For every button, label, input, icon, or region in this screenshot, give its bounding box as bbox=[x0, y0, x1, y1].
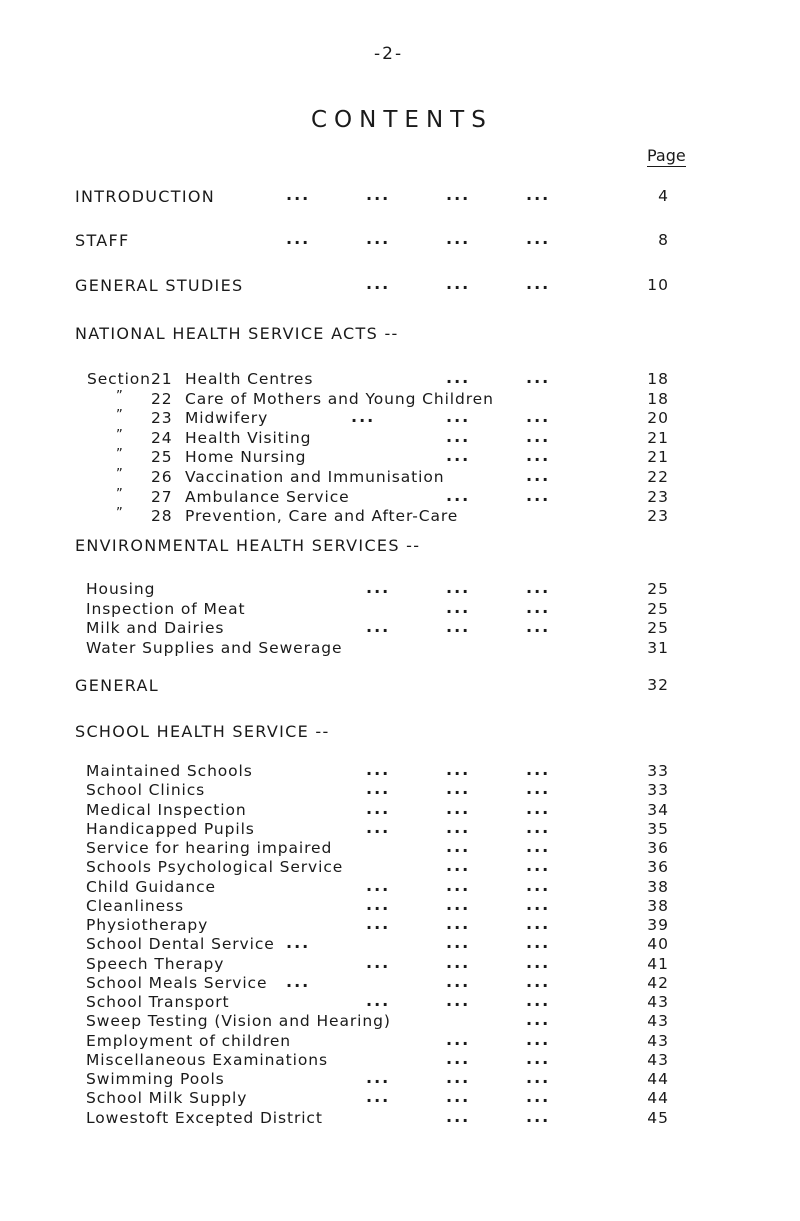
dot-leader: ... bbox=[366, 876, 391, 895]
dot-leader: ... bbox=[446, 229, 471, 248]
ditto-mark: ” bbox=[116, 467, 123, 482]
dot-leader: ... bbox=[526, 837, 551, 856]
toc-entry-label: Health Visiting bbox=[185, 429, 312, 447]
dot-leader: ... bbox=[446, 991, 471, 1010]
page-ref: 45 bbox=[647, 1109, 669, 1127]
section-heading-environmental: ENVIRONMENTAL HEALTH SERVICES -- bbox=[75, 536, 421, 555]
page-ref: 34 bbox=[647, 801, 669, 819]
page-ref: 39 bbox=[647, 916, 669, 934]
page-ref: 25 bbox=[647, 619, 669, 637]
dot-leader: ... bbox=[446, 760, 471, 779]
toc-entry-label: Child Guidance bbox=[86, 878, 216, 896]
dot-leader: ... bbox=[446, 617, 471, 636]
page-ref: 43 bbox=[647, 1012, 669, 1030]
page-ref: 36 bbox=[647, 858, 669, 876]
dot-leader: ... bbox=[351, 407, 376, 426]
toc-entry-label: Care of Mothers and Young Children bbox=[185, 390, 494, 408]
toc-entry-label: Speech Therapy bbox=[86, 955, 225, 973]
dot-leader: ... bbox=[446, 427, 471, 446]
toc-entry-label: Prevention, Care and After-Care bbox=[185, 507, 459, 525]
dot-leader: ... bbox=[446, 1087, 471, 1106]
dot-leader: ... bbox=[366, 914, 391, 933]
dot-leader: ... bbox=[446, 779, 471, 798]
page-ref: 43 bbox=[647, 1032, 669, 1050]
dot-leader: ... bbox=[526, 876, 551, 895]
dot-leader: ... bbox=[446, 407, 471, 426]
dot-leader: ... bbox=[366, 953, 391, 972]
page-ref: 10 bbox=[647, 276, 669, 294]
dot-leader: ... bbox=[526, 799, 551, 818]
page-ref: 38 bbox=[647, 897, 669, 915]
dot-leader: ... bbox=[446, 799, 471, 818]
toc-entry-label: GENERAL STUDIES bbox=[75, 276, 244, 295]
ditto-mark: ” bbox=[116, 447, 123, 462]
dot-leader: ... bbox=[526, 1030, 551, 1049]
page-ref: 20 bbox=[647, 409, 669, 427]
toc-entry-label: Maintained Schools bbox=[86, 762, 253, 780]
toc-entry-label: School Clinics bbox=[86, 781, 206, 799]
page-ref: 33 bbox=[647, 762, 669, 780]
dot-leader: ... bbox=[446, 368, 471, 387]
dot-leader: ... bbox=[526, 229, 551, 248]
dot-leader: ... bbox=[526, 578, 551, 597]
dot-leader: ... bbox=[446, 895, 471, 914]
dot-leader: ... bbox=[446, 953, 471, 972]
ditto-mark: ” bbox=[116, 506, 123, 521]
page-ref: 43 bbox=[647, 993, 669, 1011]
page-ref: 44 bbox=[647, 1089, 669, 1107]
page-ref: 23 bbox=[647, 488, 669, 506]
section-number: 23 bbox=[151, 409, 173, 427]
page-ref: 31 bbox=[647, 639, 669, 657]
page-ref: 21 bbox=[647, 448, 669, 466]
dot-leader: ... bbox=[526, 185, 551, 204]
toc-entry-label: Water Supplies and Sewerage bbox=[86, 639, 343, 657]
dot-leader: ... bbox=[446, 818, 471, 837]
dot-leader: ... bbox=[446, 1049, 471, 1068]
toc-entry-label: Health Centres bbox=[185, 370, 314, 388]
toc-entry-label: School Transport bbox=[86, 993, 230, 1011]
dot-leader: ... bbox=[526, 779, 551, 798]
dot-leader: ... bbox=[526, 274, 551, 293]
dot-leader: ... bbox=[286, 229, 311, 248]
toc-entry-label: Vaccination and Immunisation bbox=[185, 468, 445, 486]
page-ref: 23 bbox=[647, 507, 669, 525]
dot-leader: ... bbox=[526, 760, 551, 779]
dot-leader: ... bbox=[526, 818, 551, 837]
page-ref: 35 bbox=[647, 820, 669, 838]
toc-entry-label: Physiotherapy bbox=[86, 916, 209, 934]
dot-leader: ... bbox=[526, 427, 551, 446]
toc-entry-label: Milk and Dairies bbox=[86, 619, 225, 637]
dot-leader: ... bbox=[366, 991, 391, 1010]
dot-leader: ... bbox=[366, 185, 391, 204]
toc-entry-label: INTRODUCTION bbox=[75, 187, 216, 206]
page-ref: 25 bbox=[647, 580, 669, 598]
toc-entry-label: Inspection of Meat bbox=[86, 600, 246, 618]
dot-leader: ... bbox=[526, 1087, 551, 1106]
dot-leader: ... bbox=[366, 578, 391, 597]
dot-leader: ... bbox=[526, 895, 551, 914]
toc-entry-label: Midwifery bbox=[185, 409, 269, 427]
ditto-mark: ” bbox=[116, 408, 123, 423]
ditto-mark: ” bbox=[116, 487, 123, 502]
page-ref: 18 bbox=[647, 390, 669, 408]
dot-leader: ... bbox=[366, 274, 391, 293]
dot-leader: ... bbox=[366, 895, 391, 914]
page-ref: 22 bbox=[647, 468, 669, 486]
toc-entry-label: Swimming Pools bbox=[86, 1070, 225, 1088]
toc-entry-label: Employment of children bbox=[86, 1032, 292, 1050]
toc-entry-label: Housing bbox=[86, 580, 156, 598]
toc-entry-label: School Milk Supply bbox=[86, 1089, 248, 1107]
dot-leader: ... bbox=[446, 1068, 471, 1087]
page-ref: 38 bbox=[647, 878, 669, 896]
toc-entry-label: Schools Psychological Service bbox=[86, 858, 344, 876]
dot-leader: ... bbox=[526, 598, 551, 617]
dot-leader: ... bbox=[446, 1030, 471, 1049]
dot-leader: ... bbox=[366, 818, 391, 837]
section-word: Section bbox=[87, 370, 151, 388]
page-ref: 33 bbox=[647, 781, 669, 799]
toc-entry-label: Home Nursing bbox=[185, 448, 307, 466]
ditto-mark: ” bbox=[116, 389, 123, 404]
dot-leader: ... bbox=[366, 1087, 391, 1106]
page-ref: 42 bbox=[647, 974, 669, 992]
page-ref: 8 bbox=[658, 231, 669, 249]
dot-leader: ... bbox=[526, 953, 551, 972]
page-ref: 44 bbox=[647, 1070, 669, 1088]
toc-entry-label: STAFF bbox=[75, 231, 130, 250]
dot-leader: ... bbox=[526, 446, 551, 465]
dot-leader: ... bbox=[286, 185, 311, 204]
section-heading-school: SCHOOL HEALTH SERVICE -- bbox=[75, 722, 330, 741]
toc-entry-label: School Dental Service bbox=[86, 935, 275, 953]
page-ref: 41 bbox=[647, 955, 669, 973]
dot-leader: ... bbox=[526, 1049, 551, 1068]
page-ref: 36 bbox=[647, 839, 669, 857]
dot-leader: ... bbox=[446, 914, 471, 933]
dot-leader: ... bbox=[366, 760, 391, 779]
page-ref: 43 bbox=[647, 1051, 669, 1069]
page-ref: 40 bbox=[647, 935, 669, 953]
dot-leader: ... bbox=[366, 779, 391, 798]
section-number: 26 bbox=[151, 468, 173, 486]
dot-leader: ... bbox=[526, 466, 551, 485]
dot-leader: ... bbox=[526, 368, 551, 387]
page-number: -2- bbox=[374, 44, 404, 64]
dot-leader: ... bbox=[446, 274, 471, 293]
page-ref: 25 bbox=[647, 600, 669, 618]
dot-leader: ... bbox=[446, 185, 471, 204]
dot-leader: ... bbox=[446, 578, 471, 597]
dot-leader: ... bbox=[526, 856, 551, 875]
dot-leader: ... bbox=[446, 876, 471, 895]
dot-leader: ... bbox=[526, 407, 551, 426]
dot-leader: ... bbox=[526, 1107, 551, 1126]
toc-entry-label: Cleanliness bbox=[86, 897, 185, 915]
dot-leader: ... bbox=[526, 486, 551, 505]
page-ref: 21 bbox=[647, 429, 669, 447]
dot-leader: ... bbox=[286, 933, 311, 952]
page-title: CONTENTS bbox=[311, 107, 493, 133]
page-ref: 4 bbox=[658, 187, 669, 205]
toc-entry-label: Service for hearing impaired bbox=[86, 839, 333, 857]
dot-leader: ... bbox=[366, 1068, 391, 1087]
toc-entry-label: Handicapped Pupils bbox=[86, 820, 255, 838]
section-number: 28 bbox=[151, 507, 173, 525]
dot-leader: ... bbox=[446, 1107, 471, 1126]
toc-entry-label: Miscellaneous Examinations bbox=[86, 1051, 328, 1069]
dot-leader: ... bbox=[526, 933, 551, 952]
dot-leader: ... bbox=[526, 972, 551, 991]
dot-leader: ... bbox=[526, 991, 551, 1010]
toc-entry-label: Ambulance Service bbox=[185, 488, 350, 506]
page-ref: 32 bbox=[647, 676, 669, 694]
section-heading-nhs: NATIONAL HEALTH SERVICE ACTS -- bbox=[75, 324, 399, 343]
ditto-mark: ” bbox=[116, 428, 123, 443]
dot-leader: ... bbox=[446, 972, 471, 991]
toc-entry-label: Medical Inspection bbox=[86, 801, 247, 819]
section-number: 22 bbox=[151, 390, 173, 408]
toc-entry-label: School Meals Service bbox=[86, 974, 268, 992]
dot-leader: ... bbox=[446, 486, 471, 505]
section-number: 25 bbox=[151, 448, 173, 466]
page-ref: 18 bbox=[647, 370, 669, 388]
dot-leader: ... bbox=[526, 1068, 551, 1087]
dot-leader: ... bbox=[446, 856, 471, 875]
dot-leader: ... bbox=[446, 598, 471, 617]
dot-leader: ... bbox=[366, 617, 391, 636]
dot-leader: ... bbox=[366, 229, 391, 248]
dot-leader: ... bbox=[526, 617, 551, 636]
dot-leader: ... bbox=[446, 446, 471, 465]
toc-entry-label: GENERAL bbox=[75, 676, 160, 695]
dot-leader: ... bbox=[526, 1010, 551, 1029]
section-number: 21 bbox=[151, 370, 173, 388]
section-number: 27 bbox=[151, 488, 173, 506]
toc-entry-label: Sweep Testing (Vision and Hearing) bbox=[86, 1012, 391, 1030]
section-number: 24 bbox=[151, 429, 173, 447]
dot-leader: ... bbox=[446, 933, 471, 952]
dot-leader: ... bbox=[366, 799, 391, 818]
dot-leader: ... bbox=[286, 972, 311, 991]
page-column-header: Page bbox=[647, 146, 686, 165]
dot-leader: ... bbox=[526, 914, 551, 933]
toc-entry-label: Lowestoft Excepted District bbox=[86, 1109, 323, 1127]
dot-leader: ... bbox=[446, 837, 471, 856]
